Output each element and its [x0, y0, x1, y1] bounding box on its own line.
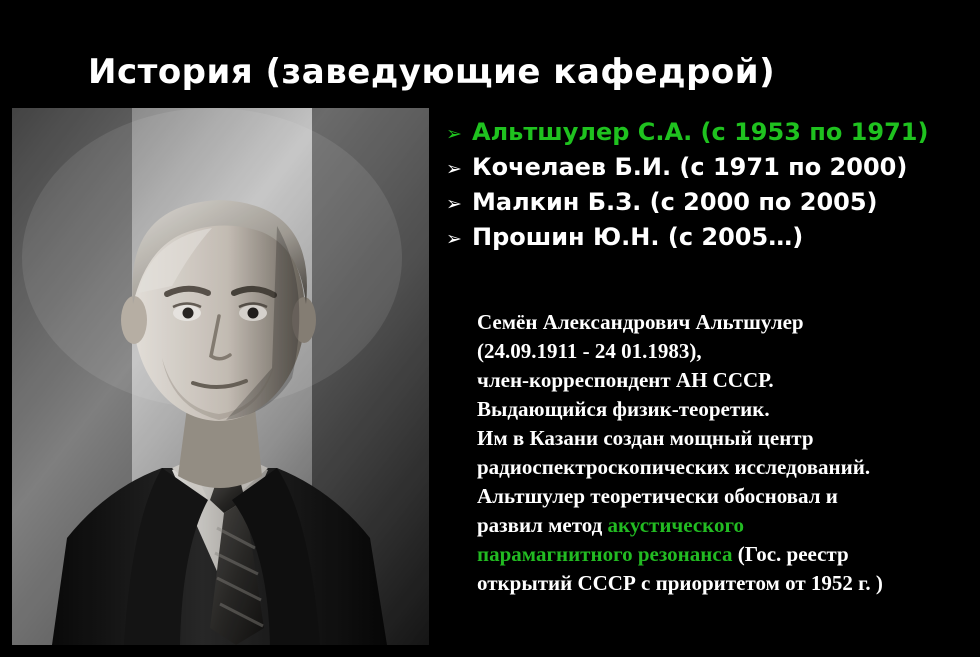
- bio-line-method: [477, 511, 977, 540]
- list-item-label: Малкин Б.З. (с 2000 по 2005): [472, 188, 878, 216]
- list-item: [446, 223, 976, 251]
- bio-line-center: Им в Казани создан мощный центр: [477, 425, 814, 450]
- bio-line-title: член-корреспондент АН СССР.: [477, 367, 774, 392]
- bio-method-highlight-2: парамагнитного резонанса: [477, 541, 733, 566]
- bio-registry-prefix: (Гос. реестр: [732, 541, 849, 566]
- bio-line-resonance: [477, 540, 977, 569]
- portrait-photo: [12, 108, 429, 645]
- bio-line-role: Выдающийся физик-теоретик.: [477, 396, 770, 421]
- biography-text: [477, 308, 977, 598]
- arrow-bullet-icon: ➢: [446, 123, 462, 145]
- list-item-label: Прошин Ю.Н. (с 2005…): [472, 223, 804, 251]
- bio-line-dates: (24.09.1911 - 24 01.1983),: [477, 338, 702, 363]
- bio-method-prefix: развил метод: [477, 512, 608, 537]
- list-item: [446, 153, 976, 181]
- bio-method-highlight-1: акустического: [607, 512, 745, 537]
- list-item: [446, 188, 976, 216]
- list-item-label: Альтшулер С.А. (с 1953 по 1971): [472, 118, 929, 146]
- bio-line-theory: Альтшулер теоретически обосновал и: [477, 483, 838, 508]
- heads-of-department-list: [446, 118, 976, 258]
- arrow-bullet-icon: ➢: [446, 158, 462, 180]
- arrow-bullet-icon: ➢: [446, 228, 462, 250]
- arrow-bullet-icon: ➢: [446, 193, 462, 215]
- bio-line-research: радиоспектроскопических исследований.: [477, 454, 871, 479]
- bio-line-name: Семён Александрович Альтшулер: [477, 310, 804, 334]
- bio-line-registry: открытий СССР с приоритетом от 1952 г. ): [477, 570, 883, 595]
- list-item-label: Кочелаев Б.И. (с 1971 по 2000): [472, 153, 908, 181]
- page-title: История (заведующие кафедрой): [88, 52, 776, 92]
- list-item: [446, 118, 976, 146]
- portrait-illustration: [12, 108, 429, 645]
